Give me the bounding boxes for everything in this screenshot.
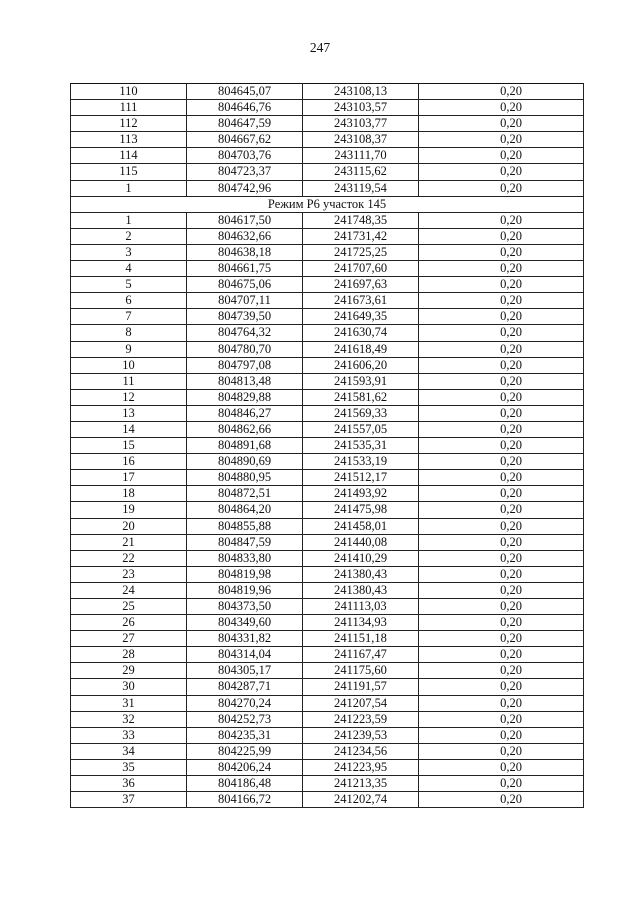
- value-cell: 0,20: [419, 502, 584, 518]
- point-number-cell: 114: [71, 148, 187, 164]
- point-number-cell: 32: [71, 711, 187, 727]
- value-cell: 0,20: [419, 647, 584, 663]
- y-coordinate-cell: 241234,56: [303, 743, 419, 759]
- table-row: [71, 631, 584, 647]
- point-number-cell: 18: [71, 486, 187, 502]
- table-body-section: [71, 212, 584, 807]
- point-number-cell: 1: [71, 180, 187, 196]
- x-coordinate-cell: 804723,37: [187, 164, 303, 180]
- value-cell: 0,20: [419, 486, 584, 502]
- table-row: [71, 759, 584, 775]
- y-coordinate-cell: 241440,08: [303, 534, 419, 550]
- value-cell: 0,20: [419, 550, 584, 566]
- value-cell: 0,20: [419, 534, 584, 550]
- table-row: [71, 180, 584, 196]
- point-number-cell: 31: [71, 695, 187, 711]
- table-row: [71, 663, 584, 679]
- x-coordinate-cell: 804305,17: [187, 663, 303, 679]
- y-coordinate-cell: 241630,74: [303, 325, 419, 341]
- table-row: [71, 711, 584, 727]
- point-number-cell: 16: [71, 454, 187, 470]
- value-cell: 0,20: [419, 164, 584, 180]
- point-number-cell: 23: [71, 566, 187, 582]
- value-cell: 0,20: [419, 631, 584, 647]
- table-row: [71, 277, 584, 293]
- point-number-cell: 2: [71, 228, 187, 244]
- x-coordinate-cell: 804872,51: [187, 486, 303, 502]
- table-row: [71, 566, 584, 582]
- value-cell: 0,20: [419, 389, 584, 405]
- table-row: [71, 582, 584, 598]
- point-number-cell: 26: [71, 615, 187, 631]
- table-row: [71, 695, 584, 711]
- x-coordinate-cell: 804632,66: [187, 228, 303, 244]
- table-row: [71, 486, 584, 502]
- y-coordinate-cell: 241606,20: [303, 357, 419, 373]
- point-number-cell: 12: [71, 389, 187, 405]
- x-coordinate-cell: 804813,48: [187, 373, 303, 389]
- y-coordinate-cell: 241535,31: [303, 438, 419, 454]
- y-coordinate-cell: 241557,05: [303, 421, 419, 437]
- y-coordinate-cell: 241239,53: [303, 727, 419, 743]
- point-number-cell: 11: [71, 373, 187, 389]
- y-coordinate-cell: 241697,63: [303, 277, 419, 293]
- x-coordinate-cell: 804647,59: [187, 116, 303, 132]
- value-cell: 0,20: [419, 759, 584, 775]
- table-row: [71, 792, 584, 808]
- point-number-cell: 1: [71, 212, 187, 228]
- table-row: [71, 293, 584, 309]
- y-coordinate-cell: 241213,35: [303, 776, 419, 792]
- x-coordinate-cell: 804880,95: [187, 470, 303, 486]
- table-row: [71, 148, 584, 164]
- value-cell: 0,20: [419, 373, 584, 389]
- point-number-cell: 113: [71, 132, 187, 148]
- y-coordinate-cell: 241458,01: [303, 518, 419, 534]
- y-coordinate-cell: 243108,13: [303, 84, 419, 100]
- point-number-cell: 22: [71, 550, 187, 566]
- y-coordinate-cell: 243111,70: [303, 148, 419, 164]
- point-number-cell: 110: [71, 84, 187, 100]
- x-coordinate-cell: 804890,69: [187, 454, 303, 470]
- x-coordinate-cell: 804252,73: [187, 711, 303, 727]
- y-coordinate-cell: 241380,43: [303, 582, 419, 598]
- point-number-cell: 8: [71, 325, 187, 341]
- table-row: [71, 373, 584, 389]
- value-cell: 0,20: [419, 454, 584, 470]
- value-cell: 0,20: [419, 792, 584, 808]
- point-number-cell: 9: [71, 341, 187, 357]
- table-row: [71, 389, 584, 405]
- y-coordinate-cell: 241569,33: [303, 405, 419, 421]
- value-cell: 0,20: [419, 679, 584, 695]
- y-coordinate-cell: 241191,57: [303, 679, 419, 695]
- value-cell: 0,20: [419, 776, 584, 792]
- y-coordinate-cell: 241649,35: [303, 309, 419, 325]
- y-coordinate-cell: 243103,77: [303, 116, 419, 132]
- x-coordinate-cell: 804833,80: [187, 550, 303, 566]
- point-number-cell: 37: [71, 792, 187, 808]
- table-row: [71, 776, 584, 792]
- value-cell: 0,20: [419, 309, 584, 325]
- table-row: [71, 244, 584, 260]
- y-coordinate-cell: 241175,60: [303, 663, 419, 679]
- x-coordinate-cell: 804707,11: [187, 293, 303, 309]
- table-row: [71, 84, 584, 100]
- x-coordinate-cell: 804819,96: [187, 582, 303, 598]
- x-coordinate-cell: 804638,18: [187, 244, 303, 260]
- value-cell: 0,20: [419, 470, 584, 486]
- y-coordinate-cell: 243115,62: [303, 164, 419, 180]
- table-row: [71, 228, 584, 244]
- y-coordinate-cell: 243108,37: [303, 132, 419, 148]
- x-coordinate-cell: 804617,50: [187, 212, 303, 228]
- point-number-cell: 112: [71, 116, 187, 132]
- value-cell: 0,20: [419, 405, 584, 421]
- value-cell: 0,20: [419, 711, 584, 727]
- y-coordinate-cell: 243103,57: [303, 100, 419, 116]
- x-coordinate-cell: 804349,60: [187, 615, 303, 631]
- table-row: [71, 164, 584, 180]
- value-cell: 0,20: [419, 357, 584, 373]
- value-cell: 0,20: [419, 663, 584, 679]
- value-cell: 0,20: [419, 293, 584, 309]
- x-coordinate-cell: 804373,50: [187, 599, 303, 615]
- y-coordinate-cell: 241731,42: [303, 228, 419, 244]
- x-coordinate-cell: 804764,32: [187, 325, 303, 341]
- point-number-cell: 21: [71, 534, 187, 550]
- value-cell: 0,20: [419, 582, 584, 598]
- table-row: [71, 116, 584, 132]
- value-cell: 0,20: [419, 244, 584, 260]
- coordinates-table: [70, 83, 584, 808]
- table-row: [71, 550, 584, 566]
- page-number: 247: [309, 40, 331, 55]
- y-coordinate-cell: 241748,35: [303, 212, 419, 228]
- table-row: [71, 599, 584, 615]
- y-coordinate-cell: 241593,91: [303, 373, 419, 389]
- table-row: [71, 647, 584, 663]
- table-row: [71, 615, 584, 631]
- point-number-cell: 29: [71, 663, 187, 679]
- point-number-cell: 30: [71, 679, 187, 695]
- x-coordinate-cell: 804661,75: [187, 261, 303, 277]
- point-number-cell: 17: [71, 470, 187, 486]
- table-row: [71, 502, 584, 518]
- y-coordinate-cell: 241533,19: [303, 454, 419, 470]
- y-coordinate-cell: 241581,62: [303, 389, 419, 405]
- point-number-cell: 28: [71, 647, 187, 663]
- x-coordinate-cell: 804819,98: [187, 566, 303, 582]
- x-coordinate-cell: 804225,99: [187, 743, 303, 759]
- point-number-cell: 24: [71, 582, 187, 598]
- point-number-cell: 14: [71, 421, 187, 437]
- point-number-cell: 34: [71, 743, 187, 759]
- value-cell: 0,20: [419, 148, 584, 164]
- table-row: [71, 727, 584, 743]
- point-number-cell: 20: [71, 518, 187, 534]
- value-cell: 0,20: [419, 438, 584, 454]
- table-row: [71, 679, 584, 695]
- x-coordinate-cell: 804780,70: [187, 341, 303, 357]
- x-coordinate-cell: 804891,68: [187, 438, 303, 454]
- value-cell: 0,20: [419, 743, 584, 759]
- y-coordinate-cell: 241673,61: [303, 293, 419, 309]
- table-row: [71, 534, 584, 550]
- x-coordinate-cell: 804206,24: [187, 759, 303, 775]
- x-coordinate-cell: 804645,07: [187, 84, 303, 100]
- y-coordinate-cell: 241707,60: [303, 261, 419, 277]
- value-cell: 0,20: [419, 695, 584, 711]
- x-coordinate-cell: 804270,24: [187, 695, 303, 711]
- value-cell: 0,20: [419, 228, 584, 244]
- table-row: [71, 341, 584, 357]
- table-row: [71, 325, 584, 341]
- section-header: [71, 196, 584, 212]
- table-row: [71, 518, 584, 534]
- point-number-cell: 10: [71, 357, 187, 373]
- y-coordinate-cell: 241725,25: [303, 244, 419, 260]
- table-row: [71, 438, 584, 454]
- x-coordinate-cell: 804797,08: [187, 357, 303, 373]
- table-row: [71, 405, 584, 421]
- point-number-cell: 36: [71, 776, 187, 792]
- point-number-cell: 7: [71, 309, 187, 325]
- y-coordinate-cell: 241410,29: [303, 550, 419, 566]
- point-number-cell: 111: [71, 100, 187, 116]
- value-cell: 0,20: [419, 518, 584, 534]
- value-cell: 0,20: [419, 727, 584, 743]
- value-cell: 0,20: [419, 421, 584, 437]
- y-coordinate-cell: 241223,59: [303, 711, 419, 727]
- table-row: [71, 100, 584, 116]
- x-coordinate-cell: 804739,50: [187, 309, 303, 325]
- table-row: [71, 212, 584, 228]
- x-coordinate-cell: 804703,76: [187, 148, 303, 164]
- table-row: [71, 309, 584, 325]
- y-coordinate-cell: 241493,92: [303, 486, 419, 502]
- point-number-cell: 4: [71, 261, 187, 277]
- value-cell: 0,20: [419, 84, 584, 100]
- table-body-top: [71, 84, 584, 197]
- point-number-cell: 35: [71, 759, 187, 775]
- value-cell: 0,20: [419, 116, 584, 132]
- y-coordinate-cell: 241134,93: [303, 615, 419, 631]
- x-coordinate-cell: 804667,62: [187, 132, 303, 148]
- table-row: [71, 421, 584, 437]
- point-number-cell: 5: [71, 277, 187, 293]
- point-number-cell: 13: [71, 405, 187, 421]
- table-row: [71, 132, 584, 148]
- point-number-cell: 27: [71, 631, 187, 647]
- point-number-cell: 33: [71, 727, 187, 743]
- table-row: [71, 454, 584, 470]
- x-coordinate-cell: 804186,48: [187, 776, 303, 792]
- x-coordinate-cell: 804829,88: [187, 389, 303, 405]
- y-coordinate-cell: 241113,03: [303, 599, 419, 615]
- y-coordinate-cell: 241512,17: [303, 470, 419, 486]
- x-coordinate-cell: 804847,59: [187, 534, 303, 550]
- value-cell: 0,20: [419, 325, 584, 341]
- value-cell: 0,20: [419, 341, 584, 357]
- y-coordinate-cell: 241223,95: [303, 759, 419, 775]
- x-coordinate-cell: 804742,96: [187, 180, 303, 196]
- point-number-cell: 19: [71, 502, 187, 518]
- table-row: [71, 743, 584, 759]
- x-coordinate-cell: 804846,27: [187, 405, 303, 421]
- y-coordinate-cell: 241380,43: [303, 566, 419, 582]
- section-row: [71, 196, 584, 212]
- table-row: [71, 470, 584, 486]
- x-coordinate-cell: 804862,66: [187, 421, 303, 437]
- y-coordinate-cell: 241167,47: [303, 647, 419, 663]
- x-coordinate-cell: 804864,20: [187, 502, 303, 518]
- value-cell: 0,20: [419, 277, 584, 293]
- point-number-cell: 3: [71, 244, 187, 260]
- x-coordinate-cell: 804287,71: [187, 679, 303, 695]
- x-coordinate-cell: 804166,72: [187, 792, 303, 808]
- x-coordinate-cell: 804314,04: [187, 647, 303, 663]
- value-cell: 0,20: [419, 261, 584, 277]
- value-cell: 0,20: [419, 615, 584, 631]
- point-number-cell: 25: [71, 599, 187, 615]
- value-cell: 0,20: [419, 212, 584, 228]
- y-coordinate-cell: 241475,98: [303, 502, 419, 518]
- y-coordinate-cell: 241207,54: [303, 695, 419, 711]
- table-row: [71, 357, 584, 373]
- table-row: [71, 261, 584, 277]
- y-coordinate-cell: 241618,49: [303, 341, 419, 357]
- y-coordinate-cell: 243119,54: [303, 180, 419, 196]
- x-coordinate-cell: 804855,88: [187, 518, 303, 534]
- y-coordinate-cell: 241202,74: [303, 792, 419, 808]
- section-title: Режим Р6 участок 145: [71, 196, 584, 212]
- x-coordinate-cell: 804235,31: [187, 727, 303, 743]
- value-cell: 0,20: [419, 599, 584, 615]
- value-cell: 0,20: [419, 100, 584, 116]
- value-cell: 0,20: [419, 566, 584, 582]
- x-coordinate-cell: 804331,82: [187, 631, 303, 647]
- x-coordinate-cell: 804646,76: [187, 100, 303, 116]
- value-cell: 0,20: [419, 132, 584, 148]
- x-coordinate-cell: 804675,06: [187, 277, 303, 293]
- point-number-cell: 6: [71, 293, 187, 309]
- value-cell: 0,20: [419, 180, 584, 196]
- point-number-cell: 15: [71, 438, 187, 454]
- y-coordinate-cell: 241151,18: [303, 631, 419, 647]
- point-number-cell: 115: [71, 164, 187, 180]
